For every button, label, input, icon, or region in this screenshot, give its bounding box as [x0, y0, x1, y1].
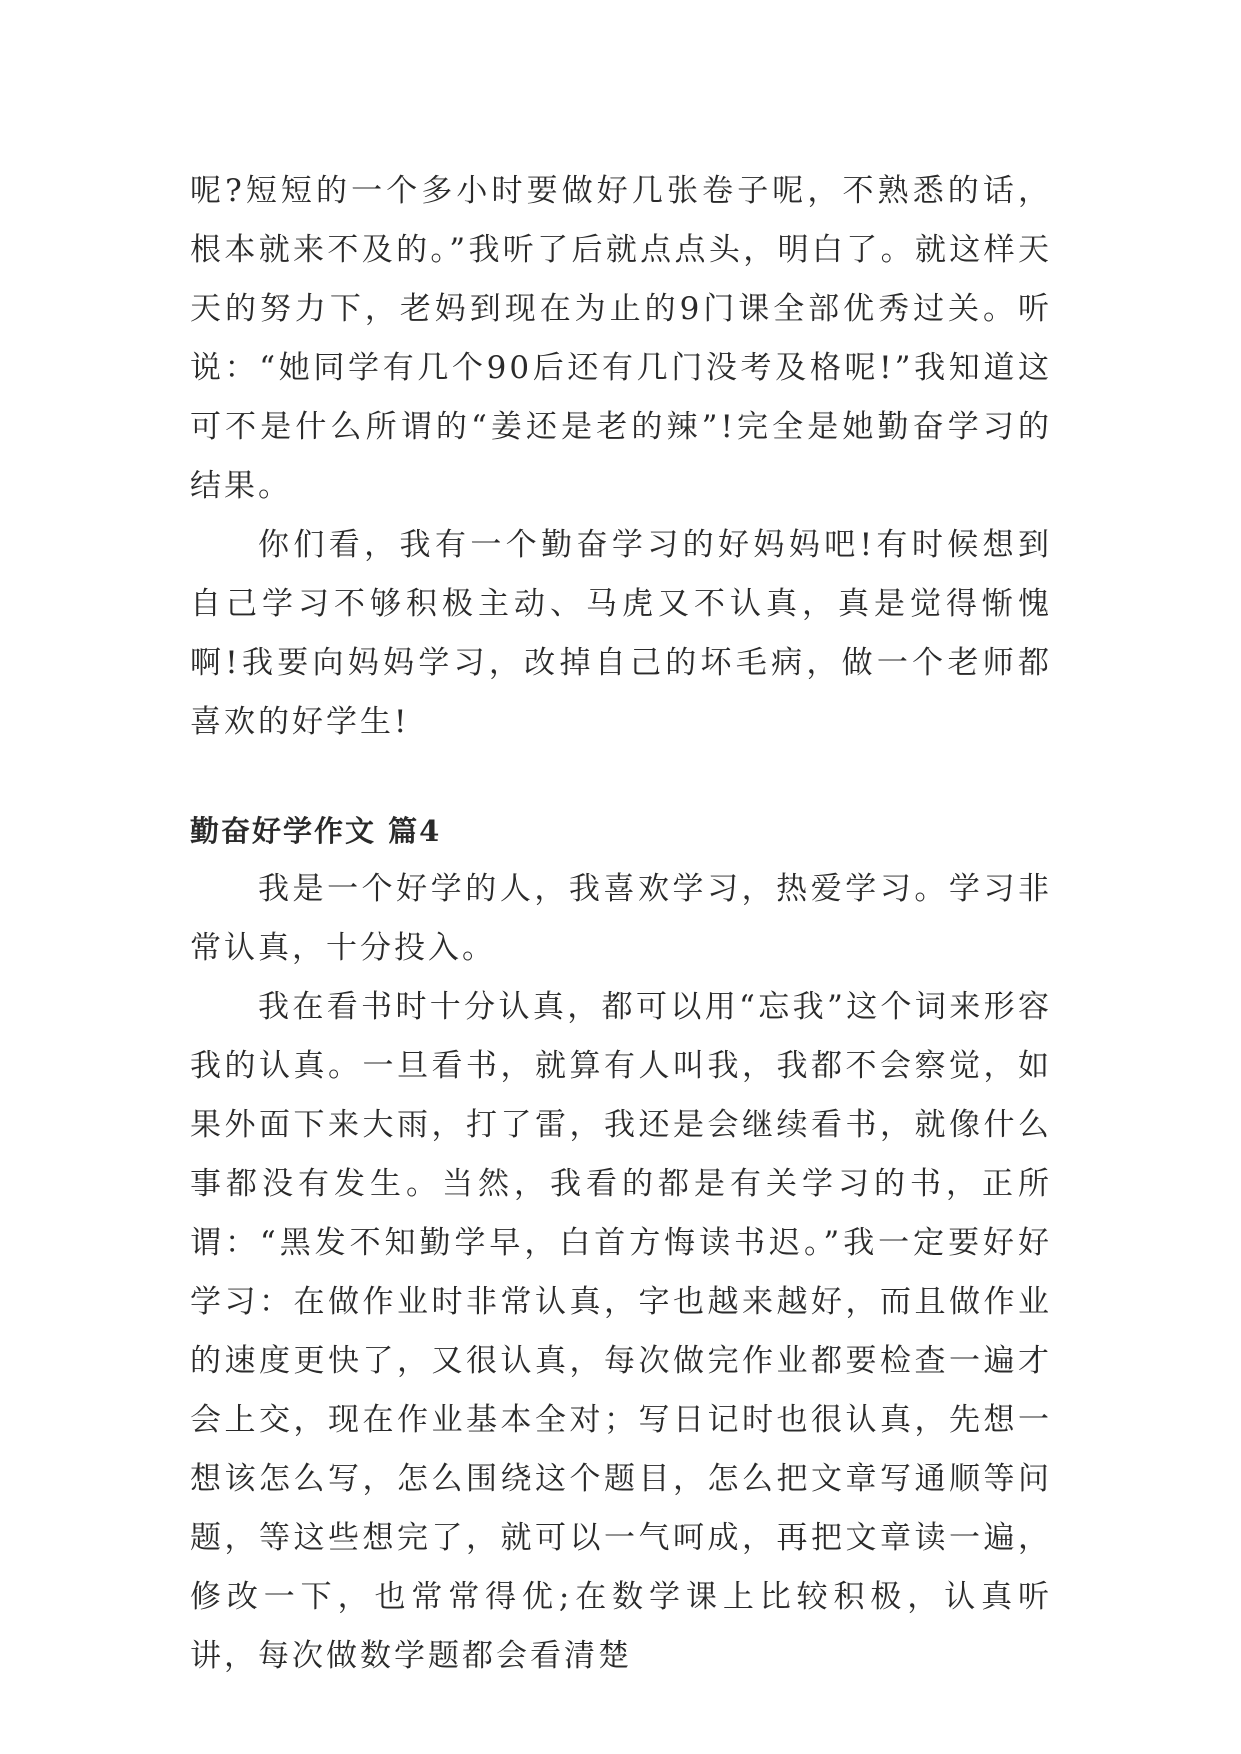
section-title: 勤奋好学作文 篇4: [190, 814, 442, 848]
paragraph-mother-example: 你们看，我有一个勤奋学习的好妈妈吧!有时候想到自己学习不够积极主动、马虎又不认真，真是觉得惭愧啊!我要向妈妈学习，改掉自己的坏毛病，做一个老师都喜欢的好学生!: [190, 527, 1052, 740]
paragraph-reading: 我在看书时十分认真，都可以用“忘我”这个词来形容我的认真。一旦看书，就算有人叫我，我都不会察觉，如果外面下来大雨，打了雷，我还是会继续看书，就像什么事都没有发生。当然，我看的都是有关学习的书，正所谓：“黑发不知勤学早，白首方悔读书迟。”我一定要好好学习：在做作业时非常认真，字也越来越好，而且做作业的速度更快了，又很认真，每次做完作业都要检查一遍才会上交，现在作业基本全对；写日记时也很认真，先想一想该怎么写，怎么围绕这个题目，怎么把文章写通顺等问题，等这些想完了，就可以一气呵成，再把文章读一遍，修改一下，也常常得优;在数学课上比较积极，认真听讲，每次做数学题都会看清楚: [190, 989, 1052, 1674]
document-body: [190, 162, 1052, 1686]
paragraph-intro: 我是一个好学的人，我喜欢学习，热爱学习。学习非常认真，十分投入。: [190, 871, 1052, 966]
paragraph-continued: 呢?短短的一个多小时要做好几张卷子呢，不熟悉的话，根本就来不及的。”我听了后就点点头，明白了。就这样天天的努力下，老妈到现在为止的9门课全部优秀过关。听说：“她同学有几个90后还有几门没考及格呢!”我知道这可不是什么所谓的“姜还是老的辣”!完全是她勤奋学习的结果。: [190, 173, 1052, 504]
